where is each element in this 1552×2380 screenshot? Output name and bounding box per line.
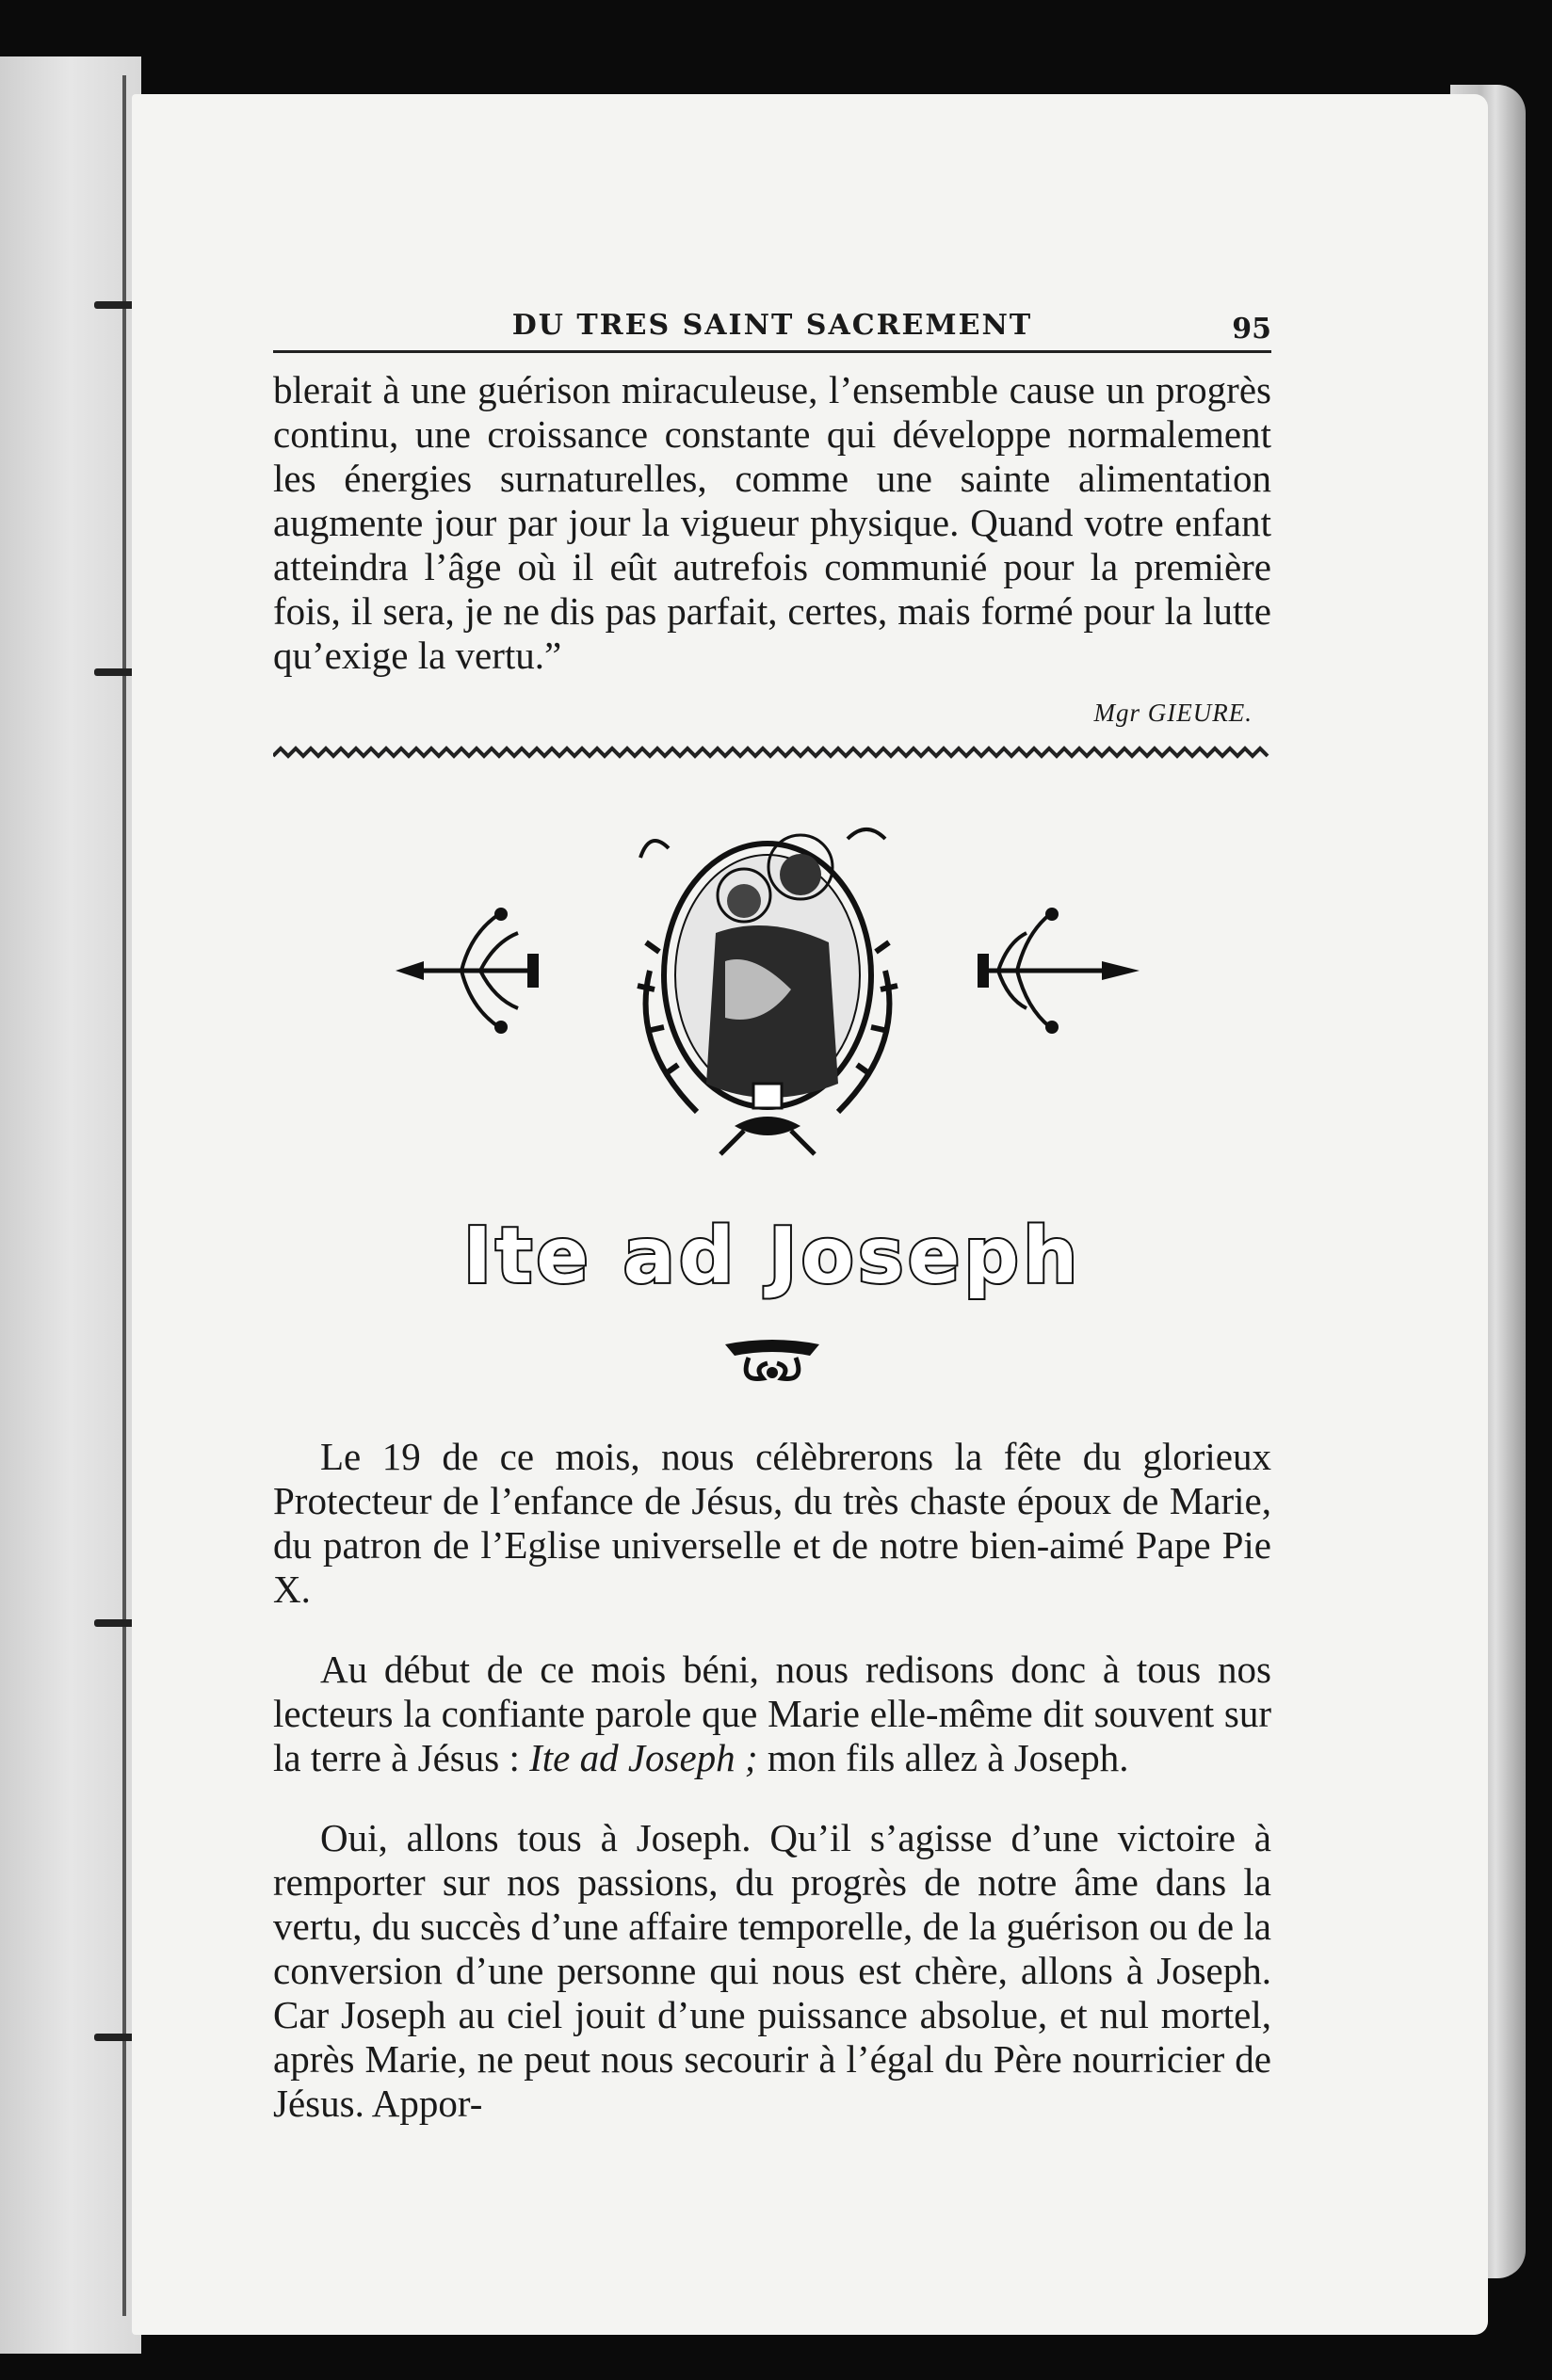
paragraph-text: mon fils allez à Joseph.: [757, 1736, 1129, 1779]
article-title: Ite ad Joseph: [462, 1212, 1082, 1301]
fleur-arrow-right-icon: [970, 905, 1140, 1037]
left-page-edge: [0, 56, 141, 2354]
running-head: [273, 301, 1271, 353]
page-number: 95: [1232, 313, 1271, 346]
quote-text: blerait à une guérison miraculeuse, l’ensemble cause un progrès continu, une croissance constante qui développe normalement les énergies surnaturelles, comme une sainte alimentation augmente jour par jour la vigueur physique. Quand votre enfant atteindra l’âge où il eût autrefois communié pour la première fois, il sera, je ne dis pas parfait, certes, mais formé pour la lutte qu’exige la vertu.”: [273, 368, 1271, 677]
article-paragraph: Oui, allons tous à Joseph. Qu’il s’agisse d’une victoire à remporter sur nos passions, du progrès de notre âme dans la vertu, du succès d’une affaire temporelle, de la guérison ou de la conversion d’une personne qui nous est chère, allons à Joseph. Car Joseph au ciel jouit d’une puissance absolue, et nul mortel, après Marie, ne peut nous secourir à l’égal du Père nourricier de Jésus. Appor-: [273, 1816, 1271, 2125]
spine-binding: [122, 75, 126, 2316]
scroll-ornament-icon: [720, 1335, 824, 1388]
saint-joseph-medallion-icon: [612, 801, 923, 1159]
paragraph-text: Au début de ce mois béni, nous redisons donc à tous nos lecteurs la confiante parole que Marie elle-même dit souvent sur la terre à Jésus :: [273, 1648, 1271, 1779]
latin-phrase: Ite ad Joseph ;: [529, 1736, 758, 1779]
article-body: [273, 1435, 1271, 2126]
article-paragraph: Le 19 de ce mois, nous célèbrerons la fête du glorieux Protecteur de l’enfance de Jésus, du très chaste époux de Marie, du patron de l’Eglise universelle et de notre bien-aimé Pape Pie X.: [273, 1435, 1271, 1611]
running-title: DU TRES SAINT SACREMENT: [511, 309, 1033, 342]
emblem-row: [273, 801, 1271, 1159]
page-content: [273, 301, 1271, 2162]
zigzag-divider: [273, 745, 1271, 760]
quote-attribution: Mgr GIEURE.: [1093, 699, 1253, 727]
fleur-arrow-left-icon: [396, 905, 546, 1037]
article-paragraph: [273, 1648, 1271, 1780]
